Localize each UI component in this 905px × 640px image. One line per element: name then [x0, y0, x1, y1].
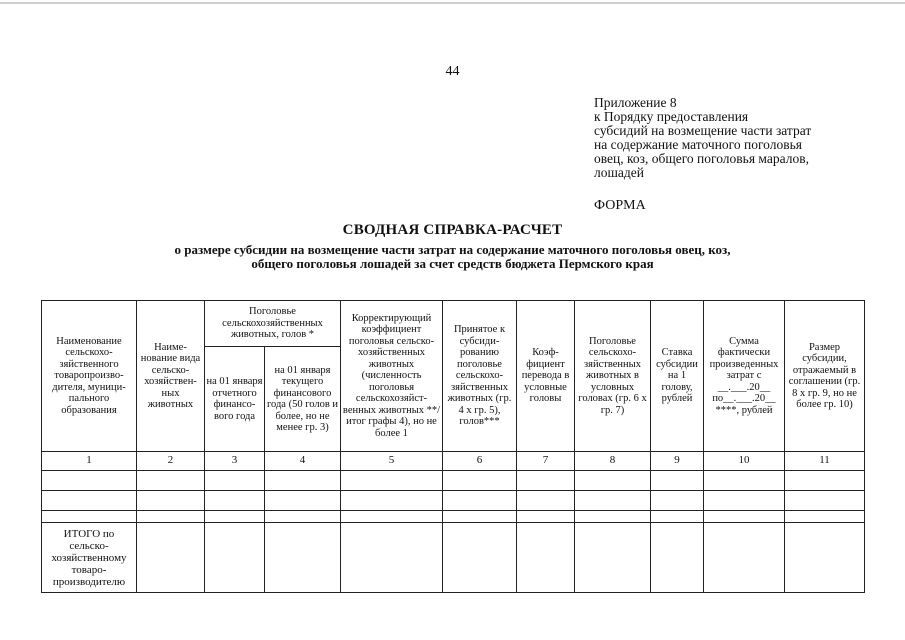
page-number: 44	[445, 64, 460, 79]
column-number: 11	[785, 452, 865, 471]
page-top-edge	[0, 2, 905, 4]
header-livestock-prev-year: на 01 января отчетного финансо-вого года	[205, 347, 265, 452]
appendix-line: субсидий на возмещение части затрат	[594, 123, 812, 138]
empty-cell	[785, 471, 865, 491]
header-animal-type: Наиме-нование вида сельско-хозяйствен-ных животных	[137, 301, 205, 452]
empty-cell	[265, 511, 341, 523]
empty-cell	[651, 491, 704, 511]
header-org-name: Наименование сельскохо-зяйственного товаропроизво-дителя, муници-пального образования	[42, 301, 137, 452]
empty-cell	[785, 523, 865, 593]
column-number: 1	[42, 452, 137, 471]
appendix-line: на содержание маточного поголовья	[594, 137, 802, 152]
appendix-line: овец, коз, общего поголовья маралов,	[594, 151, 809, 166]
empty-cell	[575, 511, 651, 523]
appendix-line: Приложение 8	[594, 95, 677, 110]
total-label: ИТОГО по сельско-хозяйственному товаро-производителю	[42, 523, 137, 593]
empty-cell	[205, 471, 265, 491]
empty-cell	[205, 511, 265, 523]
empty-cell	[651, 523, 704, 593]
table-row	[42, 511, 865, 523]
column-number: 7	[517, 452, 575, 471]
empty-cell	[785, 491, 865, 511]
header-livestock-group: Поголовье сельскохозяйственных животных, голов *	[205, 301, 341, 347]
empty-cell	[42, 491, 137, 511]
column-number: 4	[265, 452, 341, 471]
empty-cell	[42, 471, 137, 491]
empty-cell	[443, 523, 517, 593]
column-number: 3	[205, 452, 265, 471]
empty-cell	[785, 511, 865, 523]
empty-cell	[341, 511, 443, 523]
empty-cell	[265, 491, 341, 511]
empty-cell	[575, 523, 651, 593]
header-subsidy-rate: Ставка субсидии на 1 голову, рублей	[651, 301, 704, 452]
column-number: 2	[137, 452, 205, 471]
header-subsidy-amount: Размер субсидии, отражаемый в соглашении (гр. 8 x гр. 9, но не более гр. 10)	[785, 301, 865, 452]
empty-cell	[517, 511, 575, 523]
total-row	[42, 523, 865, 593]
header-accepted-livestock: Принятое к субсиди-рованию поголовье сельскохо-зяйственных животных (гр. 4 x гр. 5), голов***	[443, 301, 517, 452]
empty-cell	[443, 491, 517, 511]
document-title: СВОДНАЯ СПРАВКА-РАСЧЕТ	[342, 222, 563, 238]
document-subtitle	[0, 243, 905, 271]
appendix-line: к Порядку предоставления	[594, 109, 749, 124]
subtitle-line: общего поголовья лошадей за счет средств бюджета Пермского края	[251, 256, 654, 271]
table-row	[42, 491, 865, 511]
empty-cell	[137, 511, 205, 523]
empty-cell	[651, 511, 704, 523]
empty-cell	[517, 491, 575, 511]
empty-cell	[265, 523, 341, 593]
empty-cell	[517, 471, 575, 491]
column-number: 9	[651, 452, 704, 471]
form-label: ФОРМА	[594, 198, 646, 213]
empty-cell	[575, 491, 651, 511]
header-correction-coefficient: Корректирующий коэффициент поголовья сельско-хозяйственных животных (численность поголовья сельскохозяйст-венных животных **/ итог графы 4), но не более 1	[341, 301, 443, 452]
column-number: 10	[704, 452, 785, 471]
empty-cell	[704, 523, 785, 593]
empty-cell	[341, 523, 443, 593]
empty-cell	[341, 491, 443, 511]
empty-cell	[443, 471, 517, 491]
appendix-reference	[594, 96, 894, 180]
empty-cell	[137, 491, 205, 511]
column-number: 8	[575, 452, 651, 471]
empty-cell	[137, 523, 205, 593]
empty-cell	[651, 471, 704, 491]
empty-cell	[704, 471, 785, 491]
column-number-row	[42, 452, 865, 471]
empty-cell	[205, 491, 265, 511]
subtitle-line: о размере субсидии на возмещение части затрат на содержание маточного поголовья овец, коз,	[174, 242, 731, 257]
header-actual-costs: Сумма фактически произведенных затрат с __.___.20__ по__.___.20__ ****, рублей	[704, 301, 785, 452]
empty-cell	[137, 471, 205, 491]
empty-cell	[575, 471, 651, 491]
appendix-line: лошадей	[594, 165, 644, 180]
empty-cell	[42, 511, 137, 523]
empty-cell	[265, 471, 341, 491]
empty-cell	[205, 523, 265, 593]
empty-cell	[704, 491, 785, 511]
empty-cell	[443, 511, 517, 523]
empty-cell	[341, 471, 443, 491]
column-number: 5	[341, 452, 443, 471]
column-number: 6	[443, 452, 517, 471]
header-livestock-current-year: на 01 января текущего финансового года (50 голов и более, но не менее гр. 3)	[265, 347, 341, 452]
header-conventional-heads: Поголовье сельскохо-зяйственных животных в условных головах (гр. 6 x гр. 7)	[575, 301, 651, 452]
table-row	[42, 471, 865, 491]
empty-cell	[517, 523, 575, 593]
empty-cell	[704, 511, 785, 523]
calculation-table	[41, 300, 865, 593]
header-conversion-coefficient: Коэф-фициент перевода в условные головы	[517, 301, 575, 452]
